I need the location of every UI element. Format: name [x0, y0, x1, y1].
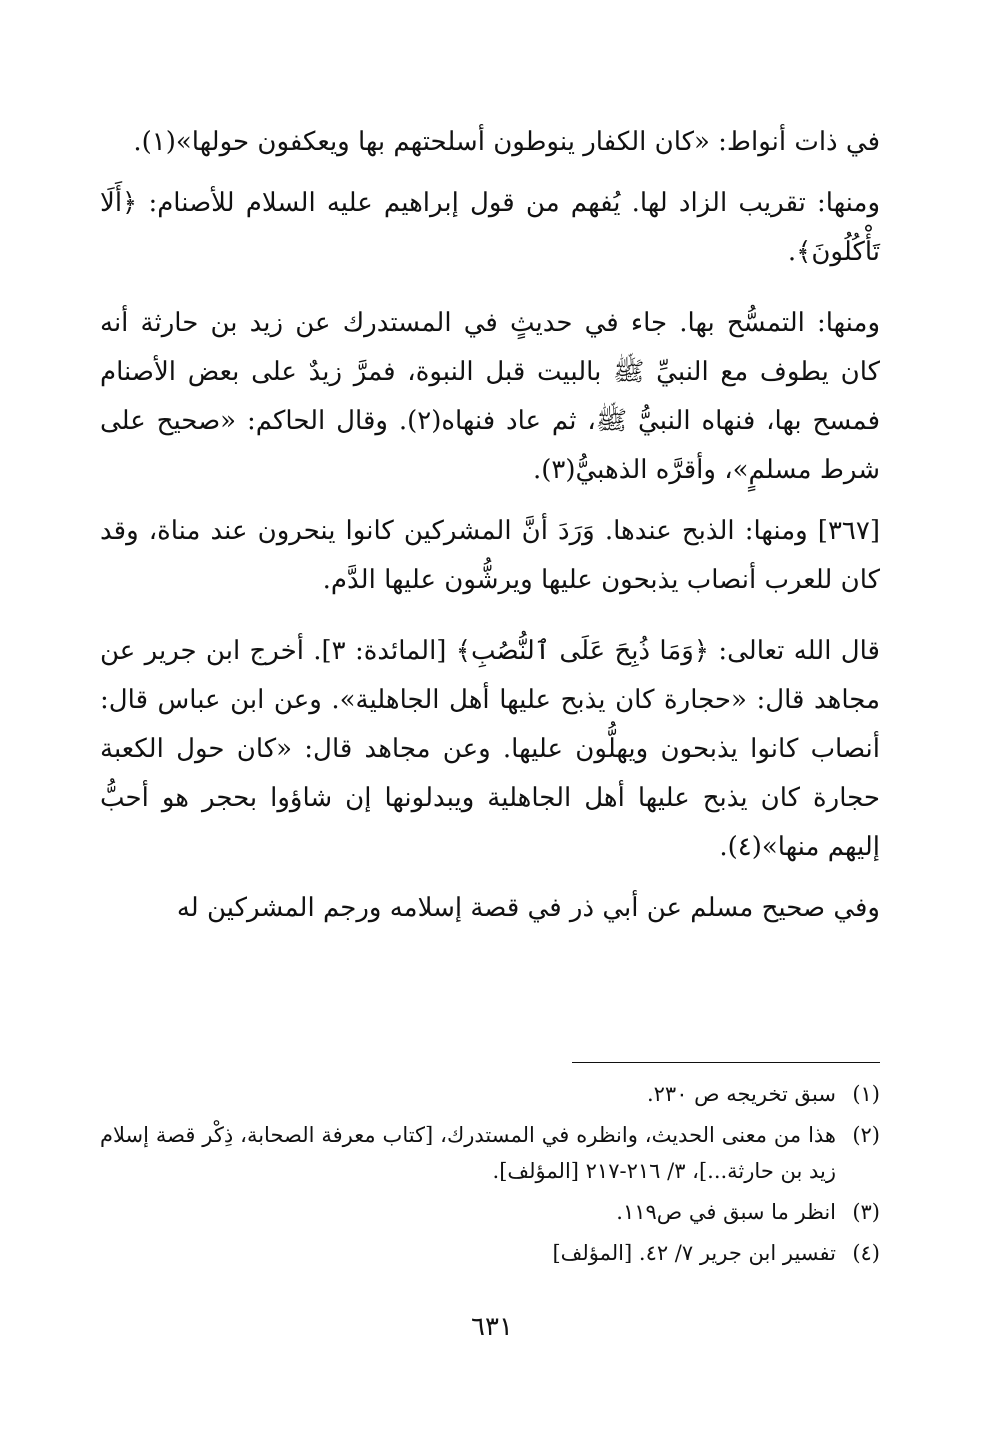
footnote-text: هذا من معنى الحديث، وانظره في المستدرك، [كتاب معرفة الصحابة، ذِكْر قصة إسلام زيد بن حارثة...]، ٣/ ٢١٦-٢١٧ [المؤلف].: [100, 1123, 836, 1183]
paragraph: قال الله تعالى: ﴿وَمَا ذُبِحَ عَلَى ٱلنُّصُبِ﴾ [المائدة: ٣]. أخرج ابن جرير عن مجاهد قال: «حجارة كان يذبح عليها أهل الجاهلية». وعن ابن عباس قال: أنصاب كانوا يذبحون ويهلُّون عليها. وعن مجاهد قال: «كان حول الكعبة حجارة كان يذبح عليها أهل الجاهلية ويبدلونها إن شاؤوا بحجر هو أحبُّ إليهم منها»(٤).: [100, 636, 880, 862]
footnote-number: (٢): [852, 1123, 880, 1147]
footnote-text: انظر ما سبق في ص١١٩.: [616, 1200, 836, 1224]
paragraph: ومنها: تقريب الزاد لها. يُفهم من قول إبراهيم عليه السلام للأصنام: ﴿أَلَا تَأْكُلُونَ﴾.: [100, 188, 881, 267]
footnote-item: [100, 1194, 880, 1230]
paragraph: [٣٦٧] ومنها: الذبح عندها. وَرَدَ أنَّ المشركين كانوا ينحرون عند مناة، وقد كان للعرب أنصاب يذبحون عليها ويرشُّون عليها الدَّم.: [100, 516, 880, 595]
footnote-number: (٤): [852, 1241, 880, 1265]
paragraph: في ذات أنواط: «كان الكفار ينوطون أسلحتهم بها ويعكفون حولها»(١).: [133, 127, 880, 157]
footnote-number: (١): [852, 1082, 880, 1106]
footnote-text: تفسير ابن جرير ٧/ ٤٢. [المؤلف]: [552, 1241, 836, 1265]
footnote-item: [100, 1117, 880, 1189]
footnote-item: [100, 1076, 880, 1112]
footnote-text: سبق تخريجه ص ٢٣٠.: [646, 1082, 836, 1106]
footnote-separator: [572, 1062, 880, 1063]
footnotes: [100, 1076, 880, 1276]
main-text: [100, 118, 880, 933]
paragraph: ومنها: التمسُّح بها. جاء في حديثٍ في المستدرك عن زيد بن حارثة أنه كان يطوف مع النبيِّ ﷺ بالبيت قبل النبوة، فمرَّ زيدٌ على بعض الأصنام فمسح بها، فنهاه النبيُّ ﷺ، ثم عاد فنهاه(٢). وقال الحاكم: «صحيح على شرط مسلمٍ»، وأقرَّه الذهبيُّ(٣).: [100, 308, 880, 485]
footnote-number: (٣): [852, 1200, 880, 1224]
footnote-item: [100, 1235, 880, 1271]
paragraph: وفي صحيح مسلم عن أبي ذر في قصة إسلامه ورجم المشركين له: [176, 893, 880, 923]
page-number: ٦٣١: [471, 1312, 513, 1342]
